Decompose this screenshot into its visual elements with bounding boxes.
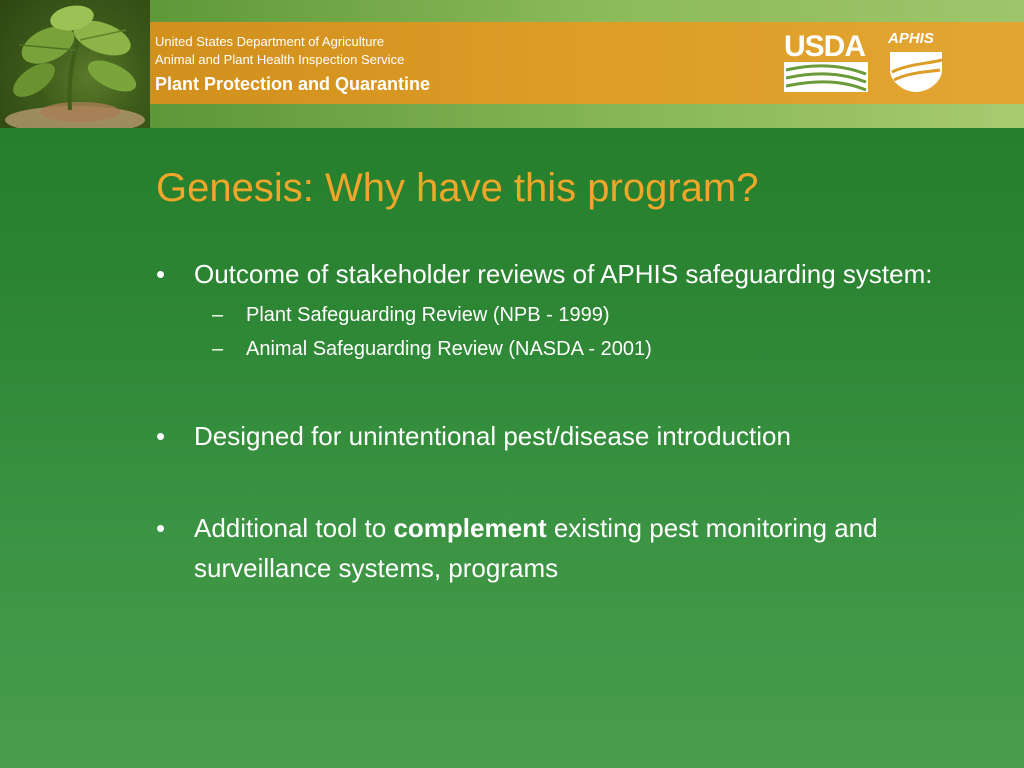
- bullet-symbol: •: [156, 421, 166, 451]
- bullet-symbol: •: [156, 513, 166, 543]
- slide-title: Genesis: Why have this program?: [156, 166, 759, 210]
- header-text-block: [155, 33, 430, 97]
- header-banner: [0, 0, 1024, 128]
- aphis-logo: [884, 30, 948, 94]
- slide-body: [156, 254, 976, 588]
- bullet-item: [156, 416, 976, 456]
- sub-bullet-item: [156, 332, 976, 366]
- sub-bullet-text: Animal Safeguarding Review (NASDA - 2001): [246, 338, 652, 360]
- sub-bullet-text: Plant Safeguarding Review (NPB - 1999): [246, 304, 610, 326]
- header-band-top: [0, 0, 1024, 22]
- usda-logo: [784, 30, 868, 92]
- bullet-symbol: •: [156, 259, 166, 289]
- dash-symbol: –: [212, 304, 224, 326]
- bullet-item: [156, 254, 976, 294]
- plant-seedling-image: [0, 0, 150, 128]
- dash-symbol: –: [212, 338, 224, 360]
- bullet-text-before: Additional tool to: [194, 513, 394, 543]
- usda-logo-text: USDA: [784, 30, 866, 63]
- aphis-logo-text: APHIS: [888, 30, 934, 47]
- program-name: Plant Protection and Quarantine: [155, 74, 431, 94]
- header-band-bottom: [0, 104, 1024, 128]
- department-name: United States Department of Agriculture: [155, 34, 385, 49]
- bullet-text: Designed for unintentional pest/disease introduction: [194, 421, 791, 451]
- bullet-item: [156, 508, 976, 588]
- bullet-text-emphasis: complement: [393, 513, 547, 543]
- bullet-text: Outcome of stakeholder reviews of APHIS safeguarding system:: [194, 259, 933, 289]
- service-name: Animal and Plant Health Inspection Service: [155, 52, 405, 67]
- bullet-text-after: existing pest monitoring and surveillance systems, programs: [194, 513, 878, 583]
- sub-bullet-item: [156, 298, 976, 332]
